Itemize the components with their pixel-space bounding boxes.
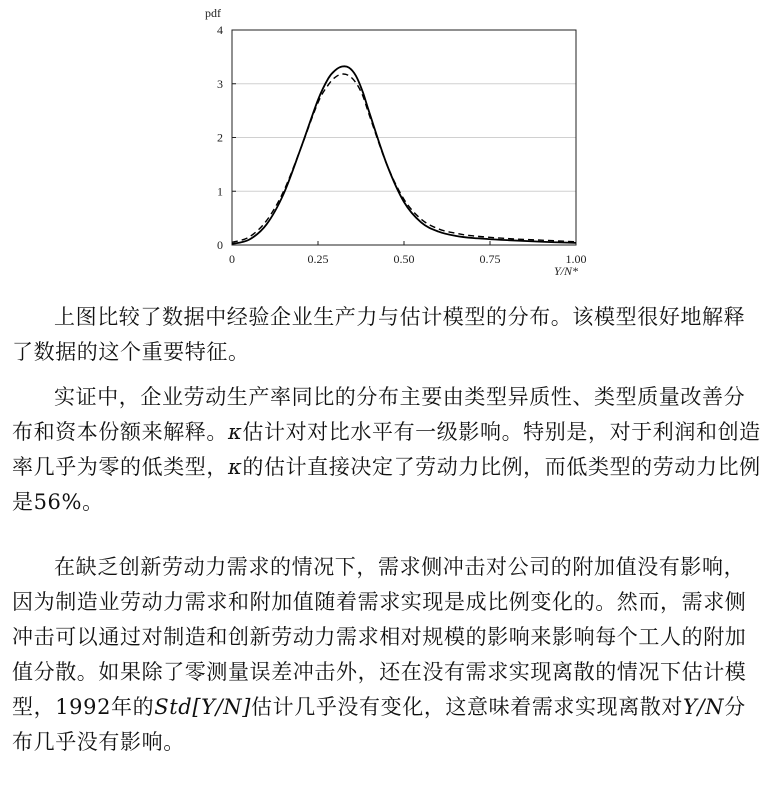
paragraph-1: [12, 300, 764, 370]
model-density-line: [232, 74, 576, 242]
paragraph-3: [12, 550, 764, 760]
paragraph-1-text: 上图比较了数据中经验企业生产力与估计模型的分布。该模型很好地解释了数据的这个重要特征。: [12, 305, 746, 364]
y-tick-label: 2: [217, 130, 223, 145]
paragraph-2-text-b: 估计对对比水平有一级影响。特别是，对于利润和创造率几乎为零的低类型，: [12, 420, 761, 479]
x-tick-label: 1.00: [565, 252, 587, 266]
paragraph-2-text-c: 的估计直接决定了劳动力比例，而低类型的劳动力比例是56%。: [12, 455, 761, 514]
y-axis-ticks: [217, 23, 236, 252]
paragraph-3-text-c: 分布几乎没有影响。: [12, 695, 746, 754]
x-tick-label: 0.50: [393, 252, 415, 266]
y-tick-label: 0: [217, 238, 223, 252]
paragraph-3-text-a: 在缺乏创新劳动力需求的情况下，需求侧冲击对公司的附加值没有影响，因为制造业劳动力需求和附加值随着需求实现是成比例变化的。然而，需求侧冲击可以通过对制造和创新劳动力需求相对规模的影响来影响每个工人的附加值分散。如果除了零测量误差冲击外，还在没有需求实现离散的情况下估计模型，1992年的: [12, 555, 747, 719]
y-tick-label: 1: [217, 184, 223, 199]
data-density-line: [232, 66, 576, 244]
x-axis-label: Y/N*: [553, 264, 578, 278]
kappa-symbol: κ: [228, 420, 243, 444]
y-axis-label: pdf: [205, 6, 221, 20]
y-tick-label: 3: [217, 76, 223, 91]
kappa-symbol: κ: [228, 455, 243, 479]
paragraph-3-text-b: 估计几乎没有变化，这意味着需求实现离散对: [251, 695, 684, 719]
pdf-chart: [0, 0, 774, 290]
yn-expression: Y/N: [683, 695, 725, 719]
y-tick-label: 4: [217, 23, 223, 37]
x-tick-label: 0.75: [479, 252, 501, 266]
x-tick-label: 0.25: [307, 252, 329, 266]
chart-gridlines: [232, 84, 576, 192]
paragraph-2-text-a: 实证中，企业劳动生产率同比的分布主要由类型异质性、类型质量改善分布和资本份额来解释。: [12, 385, 746, 444]
x-tick-label: 0: [229, 252, 235, 266]
paragraph-2: [12, 380, 764, 520]
std-expression: Std[Y/N]: [154, 695, 252, 719]
chart-series: [232, 66, 576, 244]
